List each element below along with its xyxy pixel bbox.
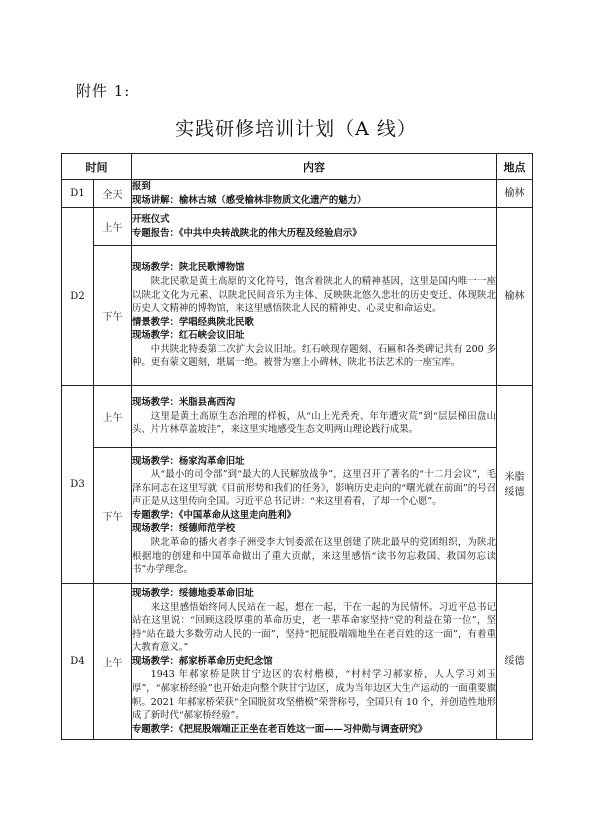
schedule-item: 开班仪式 <box>132 214 170 226</box>
activity-description: 从“最小的司令部”到“最大的人民解放战争”，这里召开了著名的“十二月会议”，毛泽东同志在这里写就《目前形势和我们的任务》，影响历史走向的“曙光就在前面”的号召声正是从这里传向全国。习近平总书记讲：“来这里看看，了却一个心愿”。 <box>132 469 496 508</box>
content-cell <box>132 386 497 448</box>
content-cell <box>132 180 497 208</box>
activity-description: 1943 年郝家桥是陕甘宁边区的农村楷模，“村村学习郝家桥，人人学习刘玉厚”，“郝家桥经验”也开始走向整个陕甘宁边区，成为当年边区大生产运动的一面重要旗帜。2021 年郝家桥荣获“全国脱贫攻坚楷模”荣誉称号，全国只有 10 个，并创造性地形成了新时代“郝家桥经验”。 <box>132 669 496 722</box>
day-cell: D2 <box>62 208 94 386</box>
activity-description: 陕北民歌是黄土高原的文化符号，饱含着陕北人的精神基因，这里是国内唯一一座以陕北文化为元素、以陕北民间音乐为主体、反映陕北悠久悲壮的历史变迁、体现陕北历史人文精神的博物馆，来这里感悟陕北人民的精神史、心灵史和命运史。 <box>132 275 496 315</box>
schedule-item: 现场讲解：榆林古城（感受榆林非物质文化遗产的魅力） <box>132 194 367 206</box>
location-cell: 榆林 <box>497 208 533 386</box>
table-row-d4-am <box>62 584 533 740</box>
content-cell <box>132 448 497 584</box>
header-content: 内容 <box>132 154 497 180</box>
table-row-d2-am <box>62 208 533 246</box>
content-cell <box>132 208 497 246</box>
activity-heading: 专题教学：《把屁股端端正正坐在老百姓这一面——习仲勋与调查研究》 <box>132 723 428 735</box>
header-location: 地点 <box>497 154 533 180</box>
activity-heading: 现场教学：陕北民歌博物馆 <box>132 262 245 274</box>
activity-description: 这里是黄土高原生态治理的样板，从“山上光秃秃、年年遭灾荒”到“层层梯田盘山头、片片林草盖坡洼”，来这里实地感受生态文明两山理论践行成果。 <box>132 410 496 436</box>
activity-heading: 现场教学：米脂县高西沟 <box>132 397 236 409</box>
location-line: 米脂 <box>504 471 525 483</box>
location-line: 绥德 <box>504 486 525 498</box>
half-day-cell: 上午 <box>94 584 132 740</box>
day-cell: D1 <box>62 180 94 208</box>
activity-heading: 现场教学：绥德师范学校 <box>132 523 236 535</box>
location-cell: 绥德 <box>497 584 533 740</box>
day-cell: D3 <box>62 386 94 584</box>
header-time: 时间 <box>62 154 132 180</box>
training-schedule-table <box>61 153 533 740</box>
day-cell: D4 <box>62 584 94 740</box>
half-day-cell: 下午 <box>94 448 132 584</box>
schedule-item: 报到 <box>132 181 151 192</box>
activity-heading: 专题教学：《中国革命从这里走向胜利》 <box>132 509 297 521</box>
content-cell <box>132 246 497 386</box>
half-day-cell: 下午 <box>94 246 132 386</box>
table-row-d2-pm <box>62 246 533 386</box>
page-title: 实践研修培训计划（A 线） <box>175 118 417 140</box>
table-row-d3-am <box>62 386 533 448</box>
half-day-cell: 上午 <box>94 208 132 246</box>
table-row-d3-pm <box>62 448 533 584</box>
activity-description: 陕北革命的播火者李子洲受李大钊委派在这里创建了陕北最早的党团组织，为陕北根据地的创建和中国革命做出了重大贡献，来这里感悟“读书勿忘救国、救国勿忘读书”办学理念。 <box>132 537 496 576</box>
table-row-d1 <box>62 180 533 208</box>
location-cell: 榆林 <box>497 180 533 208</box>
attachment-label: 附件 1: <box>76 82 131 100</box>
activity-description: 来这里感悟始终同人民站在一起，想在一起，干在一起的为民情怀。习近平总书记站在这里说：“回顾这段厚重的革命历史，老一辈革命家坚持“党的利益在第一位”，坚持“站在最大多数劳动人民的一面”，坚持“把屁股端端地坐在老百姓的这一面”，有着重大教育意义。” <box>132 601 496 654</box>
location-cell <box>497 386 533 584</box>
activity-heading: 情景教学：学唱经典陕北民歌 <box>132 316 254 328</box>
activity-heading: 现场教学：绥德地委革命旧址 <box>132 587 254 599</box>
content-cell <box>132 584 497 740</box>
activity-heading: 现场教学：郝家桥革命历史纪念馆 <box>132 655 273 667</box>
activity-heading: 现场教学：杨家沟革命旧址 <box>132 455 245 467</box>
schedule-item: 专题报告：《中共中央转战陕北的伟大历程及经验启示》 <box>132 227 362 239</box>
table-header-row <box>62 154 533 180</box>
activity-heading: 现场教学：红石峡会议旧址 <box>132 330 245 342</box>
activity-description: 中共陕北特委第二次扩大会议旧址。红石峡现存题刻、石匾和各类碑记共有 200 多种。更有蒙文题刻，堪属一绝。被誉为塞上小碑林，陕北书法艺术的一座宝库。 <box>132 343 496 369</box>
half-day-cell: 上午 <box>94 386 132 448</box>
half-day-cell: 全天 <box>94 180 132 208</box>
